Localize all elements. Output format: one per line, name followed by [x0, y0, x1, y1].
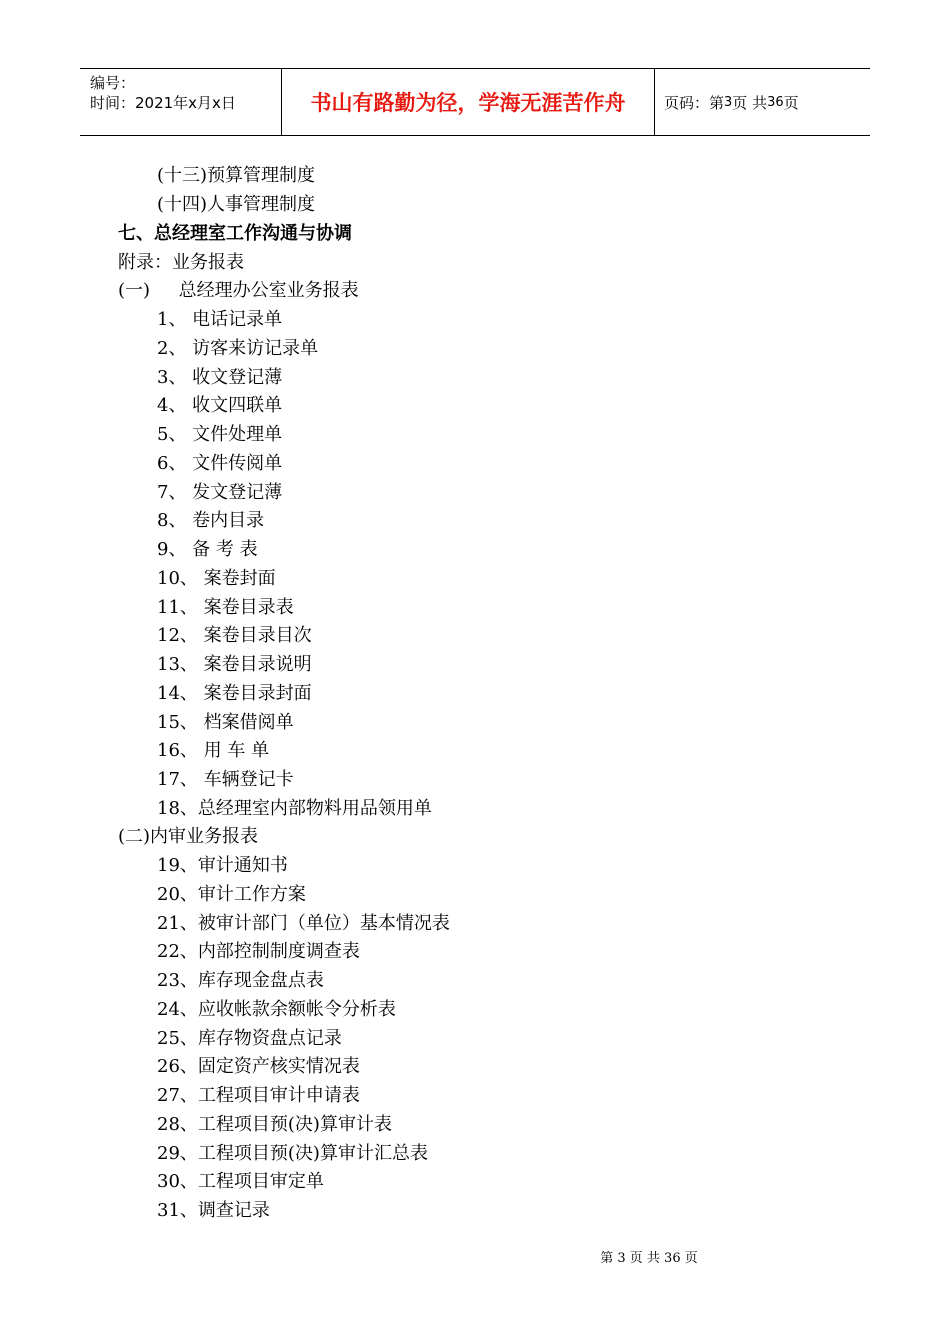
- list-item: 21、被审计部门（单位）基本情况表: [157, 913, 450, 934]
- list-item: (二)内审业务报表: [118, 826, 259, 847]
- list-item: 10、 案卷封面: [157, 568, 276, 589]
- list-item: (十四)人事管理制度: [157, 194, 316, 215]
- list-item: 15、 档案借阅单: [157, 712, 294, 733]
- list-item: 30、工程项目审定单: [157, 1171, 324, 1192]
- list-item: 24、应收帐款余额帐令分析表: [157, 999, 396, 1020]
- list-item: 18、总经理室内部物料用品领用单: [157, 798, 432, 819]
- list-item: 4、 收文四联单: [157, 395, 283, 416]
- motto-text: 书山有路勤为径，学海无涯苦作舟: [310, 91, 626, 115]
- list-item: 3、 收文登记薄: [157, 367, 283, 388]
- list-item: 7、 发文登记薄: [157, 482, 283, 503]
- list-item: 20、审计工作方案: [157, 884, 306, 905]
- page-info-cell: [655, 69, 870, 135]
- list-item: 2、 访客来访记录单: [157, 338, 319, 359]
- list-item: 12、 案卷目录目次: [157, 625, 312, 646]
- date-label: 时间：2021年x月x日: [90, 94, 236, 112]
- list-item: (十三)预算管理制度: [157, 165, 316, 186]
- list-item: 14、 案卷目录封面: [157, 683, 312, 704]
- list-item: 16、 用 车 单: [157, 740, 270, 761]
- list-item: 5、 文件处理单: [157, 424, 283, 445]
- page-mid: 页 共: [732, 93, 768, 112]
- page-number: 3: [724, 94, 733, 110]
- page-footer: [0, 1247, 950, 1266]
- header-table: [80, 68, 870, 136]
- header-meta-cell: [80, 69, 282, 135]
- section-heading: 七、总经理室工作沟通与协调: [118, 223, 352, 244]
- list-item: 25、库存物资盘点记录: [157, 1028, 342, 1049]
- list-item: 28、工程项目预(决)算审计表: [157, 1114, 392, 1135]
- list-item: 8、 卷内目录: [157, 510, 265, 531]
- list-item: 27、工程项目审计申请表: [157, 1085, 360, 1106]
- list-item: 19、审计通知书: [157, 855, 288, 876]
- list-item: 17、 车辆登记卡: [157, 769, 294, 790]
- list-item: 6、 文件传阅单: [157, 453, 283, 474]
- serial-label: 编号：: [90, 74, 136, 92]
- list-item: 附录：业务报表: [118, 252, 244, 273]
- list-item: 26、固定资产核实情况表: [157, 1056, 360, 1077]
- list-item: 22、内部控制制度调查表: [157, 941, 360, 962]
- list-item: 1、 电话记录单: [157, 309, 283, 330]
- list-item: 11、 案卷目录表: [157, 597, 294, 618]
- list-item: 23、库存现金盘点表: [157, 970, 324, 991]
- list-item: 13、 案卷目录说明: [157, 654, 312, 675]
- list-item: 9、 备 考 表: [157, 539, 258, 560]
- page-label: 页码：第: [664, 93, 725, 112]
- list-item: 29、工程项目预(决)算审计汇总表: [157, 1143, 428, 1164]
- page-total: 36: [767, 94, 784, 110]
- footer-text: 第 3 页 共 36 页: [600, 1251, 698, 1266]
- motto-cell: [282, 69, 655, 135]
- list-item: (一) 总经理办公室业务报表: [118, 280, 359, 301]
- list-item: 31、调查记录: [157, 1200, 270, 1221]
- page-end: 页: [783, 93, 799, 112]
